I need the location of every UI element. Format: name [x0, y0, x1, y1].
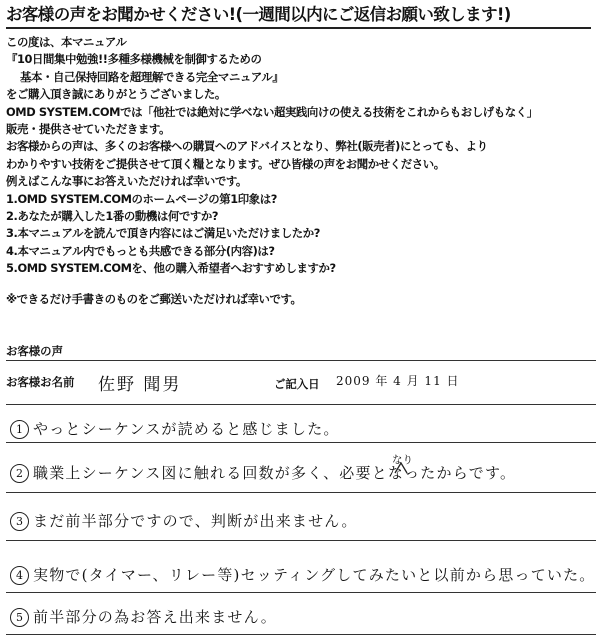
name-date-row [6, 372, 594, 398]
divider [6, 592, 596, 593]
date-label: ご記入日 [274, 377, 320, 391]
intro-line: をご購入頂き誠にありがとうございました。 [6, 87, 226, 102]
answer-text: 前半部分の為お答え出来ません。 [33, 608, 277, 626]
intro-line: 例えばこんな事にお答えいただければ幸いです。 [6, 174, 247, 189]
answer-number: 2 [10, 464, 29, 483]
intro-line: 販売・提供させていただきます。 [6, 121, 170, 136]
intro-line: お客様からの声は、多くのお客様への購買へのアドバイスとなり、弊社(販売者)にとっても、より [6, 139, 488, 154]
answer-text: まだ前半部分ですので、判断が出来ません。 [33, 512, 358, 530]
title-underline [6, 27, 591, 29]
answer-number: 3 [10, 512, 29, 531]
handwriting-note: ※できるだけ手書きのものをご郵送いただければ幸いです。 [6, 292, 302, 307]
insertion-mark-text: なり [392, 454, 413, 466]
customer-voice-label: お客様の声 [6, 344, 63, 358]
answer-text: 職業上シーケンス図に触れる回数が多く、必要となったからです。 [33, 464, 517, 482]
intro-line: わかりやすい技術をご提供させて頂く糧となります。ぜひ皆様の声をお聞かせください。 [6, 156, 445, 171]
date-value: 2009 年 4 月 11 日 [336, 374, 460, 388]
answer-2 [10, 462, 598, 484]
answer-number: 4 [10, 566, 29, 585]
intro-line: 『10日間集中勉強!!多種多様機械を制御するための [6, 52, 262, 67]
page-title: お客様の声をお聞かせください!(一週間以内にご返信お願い致します!) [6, 5, 511, 24]
divider [6, 540, 596, 541]
intro-line: この度は、本マニュアル [6, 35, 127, 49]
name-value: 佐野 聞男 [98, 375, 182, 395]
answer-number: 1 [10, 420, 29, 439]
answer-1 [10, 418, 598, 440]
answer-text: やっとシーケンスが読めると感じました。 [33, 420, 340, 438]
answer-number: 5 [10, 608, 29, 627]
question-1: 1.OMD SYSTEM.COMのホームページの第1印象は? [6, 191, 277, 206]
intro-line: 基本・自己保持回路を超理解できる完全マニュアル』 [20, 69, 284, 84]
divider [6, 404, 596, 405]
answer-3 [10, 510, 598, 532]
name-label: お客様お名前 [6, 375, 75, 389]
intro-line: OMD SYSTEM.COMでは「他社では絶対に学べない超実践向けの使える技術をこれからもおしげもなく」 [6, 104, 538, 119]
question-5: 5.OMD SYSTEM.COMを、他の購入希望者へおすすめしますか? [6, 261, 336, 276]
question-3: 3.本マニュアルを読んで頂き内容にはご満足いただけましたか? [6, 226, 320, 241]
answer-text: 実物で(タイマー、リレー等)セッティングしてみたいと以前から思っていた。 [33, 566, 596, 584]
divider [6, 360, 596, 361]
question-2: 2.あなたが購入した1番の動機は何ですか? [6, 208, 219, 223]
divider [6, 492, 596, 493]
question-4: 4.本マニュアル内でもっとも共感できる部分(内容)は? [6, 243, 275, 258]
answer-4 [10, 564, 598, 586]
intro-text [6, 34, 596, 309]
divider [6, 634, 596, 635]
divider [6, 442, 596, 443]
answer-5 [10, 606, 598, 628]
